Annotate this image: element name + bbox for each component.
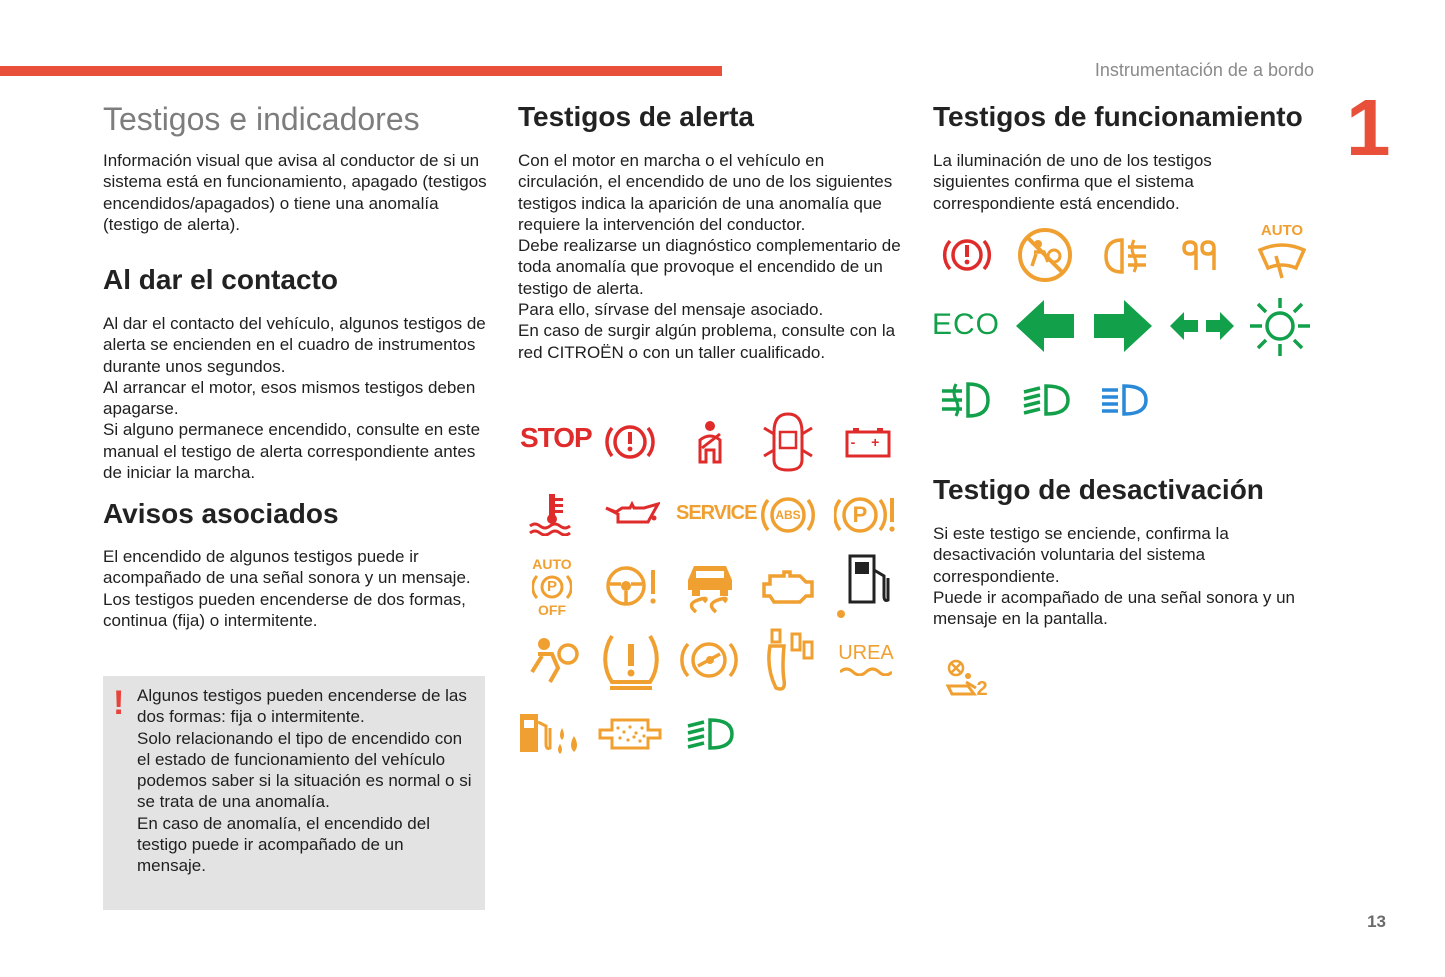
service-icon: SERVICE [676,502,757,524]
parking-brake-fault-icon: P [834,492,898,538]
operation-heading: Testigos de funcionamiento [933,101,1303,132]
steering-fault-icon [602,562,660,610]
deactivation-heading: Testigo de desactivación [933,474,1264,505]
section-title: Instrumentación de a bordo [1094,60,1314,80]
warnings-heading: Avisos asociados [103,498,339,529]
sidelights-icon [1248,296,1312,358]
warnings-paragraph: El encendido de algunos testigos puede ir acompañado de una señal sonora y un mensaje. Los testigos pueden encenderse de dos formas, continua (fija) o intermitente. [103,547,471,630]
urea-icon: UREA [838,642,894,678]
seatbelt-warning-icon [690,418,730,466]
brake-indicator-icon [942,232,992,278]
header-accent-bar [0,66,722,76]
oil-pressure-icon [604,500,660,530]
passenger-airbag-off-icon [1016,226,1074,284]
auto-parking-off-icon: AUTO P OFF [532,556,572,618]
contact-section [103,264,488,296]
page-title: Testigos e indicadores [103,101,420,137]
page-number: 13 [1367,912,1386,931]
hill-assist-fault-icon [680,636,738,684]
stability-control-icon [682,558,738,614]
alert-heading: Testigos de alerta [518,101,755,132]
exclamation-icon: ! [113,684,125,722]
dipped-beam-icon [1022,382,1072,418]
foot-on-brake-icon [760,628,816,692]
coolant-temperature-icon [528,492,576,536]
chapter-number: 1 [1346,83,1391,172]
dipped-beam-alert-icon [686,716,736,752]
seat-airbag-deactivated-icon: 2 [942,658,994,704]
engine-fault-icon [760,566,818,608]
column-indicators [103,101,488,138]
left-turn-indicator-icon [1014,298,1076,354]
contact-heading: Al dar el contacto [103,264,338,295]
intro-paragraph: Información visual que avisa al conductor de si un sistema está en funcionamiento, apagado (testigos encendidos/apagados) o tiene una anomalía (testigo de alerta). [103,151,487,234]
right-turn-indicator-icon [1092,298,1154,354]
front-fog-light-icon [940,380,990,420]
note-text: Algunos testigos pueden encenderse de las dos formas: fija o intermitente. Solo relacionando el tipo de encendido con el estado de funcionamiento del vehículo podemos saber si la situación es normal o si se trata de una anomalía. En caso de anomalía, el encendido del testigo puede ir acompañado de un mensaje. [137,686,472,876]
rear-fog-light-icon [1104,236,1148,276]
brake-warning-icon [604,418,656,466]
alert-paragraph: Con el motor en marcha o el vehículo en circulación, el encendido de uno de los siguientes testigos indica la aparición de una anomalía que requiere la intervención del conductor. Debe realizarse un diagnóstico complementario de toda anomalía que provoque el encendido de un testigo de alerta. Para ello, sírvase del mensaje asociado. En caso de surgir algún problema, consulte con la red CITROËN o con un taller cualificado. [518,151,901,362]
fuel-low-icon [836,554,898,620]
preheating-icon [1180,240,1224,272]
stop-warning-icon: STOP [520,422,592,453]
airbag-fault-icon [528,634,580,684]
auto-wipe-icon: AUTO [1254,222,1310,282]
hazard-indicators-icon [1168,310,1236,342]
contact-paragraph: Al dar el contacto del vehículo, algunos testigos de alerta se encienden en el cuadro de instrumentos durante unos segundos. Al arrancar el motor, esos mismos testigos deben apagarse. Si alguno permanece encendido, consulte en este manual el testigo de alerta correspondiente antes de iniciar la marcha. [103,314,486,483]
operation-paragraph: La iluminación de uno de los testigos siguientes confirma que el sistema correspondiente está encendido. [933,151,1212,213]
water-in-diesel-icon [518,708,584,756]
particle-filter-icon [598,716,662,752]
tyre-pressure-icon [600,628,662,690]
door-open-icon [760,410,816,474]
main-beam-icon [1100,382,1150,418]
eco-mode-icon: ECO [932,308,1001,341]
note-box [103,676,485,910]
abs-icon: ABS [758,492,818,538]
intro-block [103,150,488,235]
battery-warning-icon: - + [844,426,892,458]
deactivation-paragraph: Si este testigo se enciende, confirma la desactivación voluntaria del sistema correspondiente. Puede ir acompañado de una señal sonora y un mensaje en la pantalla. [933,524,1295,629]
